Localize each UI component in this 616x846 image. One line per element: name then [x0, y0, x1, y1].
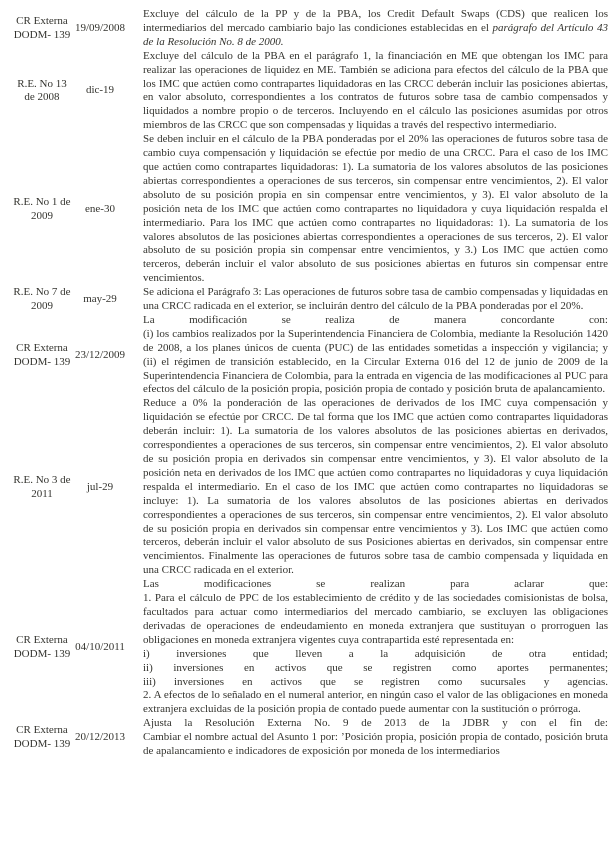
regulation-ref-cell — [8, 8, 76, 50]
regulation-ref-cell — [8, 50, 76, 133]
table-row — [8, 717, 608, 759]
text-run: iii) inversiones en activos que se registren como sucursales y agencias. — [143, 675, 608, 688]
description-paragraph — [143, 286, 608, 314]
description-paragraph — [143, 50, 608, 133]
text-run: Se deben incluir en el cálculo de la PBA ponderadas por el 20% las operaciones de futuros sobre tasa de cambio cuya compensación y liquidación se efectúe por medio de una CRCC. Para el caso de los IMC que actúen como contrapartes liquidadoras: 1). La sumatoria de los valores absolutos de las posiciones abiertas correspondientes a operaciones de sus terceros, sin compensar entre vencimientos, 2). El valor absoluto de su posición propia en sin compensar entre vencimientos, y 3). El valor absoluto de la posición neta de los IMC que actúen como contrapartes no liquidadora y cuya liquidación respalda el intermediario. Para los IMC que actúen como contrapartes no liquidadoras: 1). La sumatoria de los valores absolutos de las posiciones abiertas correspondientes a operaciones de sus terceros, 2). El valor absoluto de su posición propia sin compensar entre vencimientos, y 3.) Los IMC que actúen como terceros, deberán incluir el valor absoluto de sus posiciones abiertas en futuros sin compensar entre vencimientos. — [143, 133, 608, 285]
text-run: Excluye del cálculo de la PBA en el parágrafo 1, la financiación en ME que obtengan los IMC para realizar las operaciones de liquidez en ME. También se adiciona para efectos del cálculo de la PBA que los IMC que actúen como contrapartes liquidadoras en las CRCC deberán incluir las posiciones abiertas, en valor absoluto, correspondientes a los contratos de futuros sobre tasa de cambio compensados y liquidados a nombre propio o de terceros. Incluyendo en el cálculo las posiciones asumidas por otros miembros de las CRCC que son compensadas y liquidas a través del respectivo intermediario. — [143, 49, 608, 132]
regulation-ref-line: DODM- 139 — [13, 355, 71, 368]
text-run: Se adiciona el Parágrafo 3: Las operaciones de futuros sobre tasa de cambio compensadas y liquidadas en una CRCC radicada en el exterior, se incluirán dentro del cálculo de la PBA ponderadas por el 20%. — [143, 286, 608, 313]
modification-date-cell: 23/12/2009 — [74, 348, 126, 361]
description-paragraph — [143, 717, 608, 731]
description-paragraph — [143, 314, 608, 328]
regulation-ref-line: 2011 — [31, 487, 53, 500]
description-paragraph — [143, 328, 608, 356]
text-run: (i) los cambios realizados por la Superintendencia Financiera de Colombia, mediante la Resolución 1420 de 2008, a los planes únicos de cuenta (PUC) de las entidades sometidas a inspección y vigilancia; y — [143, 327, 608, 354]
regulation-ref-cell — [8, 397, 76, 578]
regulation-ref-cell — [8, 133, 76, 286]
description-cell — [124, 397, 608, 578]
italic-text-run: parágrafo del Artículo 43 de la Resolución No. 8 de 2000. — [143, 21, 608, 48]
text-run: La modificación se realiza de manera concordante con: — [143, 313, 608, 326]
text-run: Reduce a 0% la ponderación de las operaciones de derivados de los IMC cuya compensación y liquidación se efectúe por CRCC. De tal forma que los IMC que actúen como contrapartes liquidadoras deberán incluir: 1). La sumatoria de los valores absolutos de las posiciones abiertas en derivados, correspondientes a operaciones de sus terceros, sin compensar entre vencimientos, 2). El valor absoluto de su posición propia en derivados sin compensar entre vencimientos, y 3). El valor absoluto de la posición neta en derivados de los IMC que actúen como contrapartes no liquidadoras y cuya liquidación respalda el intermediario. En el caso de los IMC que actúen como contrapartes no liquidadoras se incluye: 1). La sumatoria de los valores absolutos de las posiciones abiertas en derivados correspondientes a operaciones de sus terceros, sin compensar entre vencimientos, 2). El valor absoluto de su posición propia en derivados sin compensar entre vencimientos y 3). Los IMC que actúen como terceros, deberán incluir el valor absoluto de sus Posiciones abiertas en derivados, sin compensar entre vencimientos. Finalmente las operaciones de futuros sobre tasa de cambio compensada y liquidada en una CRCC radicada en el exterior. — [143, 397, 608, 577]
description-cell — [124, 286, 608, 314]
description-cell — [124, 50, 608, 133]
regulation-ref-line: CR Externa — [16, 724, 68, 737]
regulation-ref-line: de 2008 — [24, 91, 60, 104]
text-run: Cambiar el nombre actual del Asunto 1 por: ’Posición propia, posición propia de contado, posición bruta de apalancamiento e indicadores de exposición por moneda de los intermediarios — [143, 731, 608, 758]
regulation-ref-line: DODM- 139 — [13, 647, 71, 660]
description-paragraph — [143, 731, 608, 759]
table-row — [8, 8, 608, 50]
text-run: 2. A efectos de lo señalado en el numeral anterior, en ningún caso el valor de las obligaciones en moneda extranjera excluidas de la posición propia de contado puede aumentar con la sustitución o prórroga. — [143, 689, 608, 716]
text-run: 1. Para el cálculo de PPC de los establecimiento de crédito y de las sociedades comisionistas de bolsa, facultados para actuar como intermediarios del mercado cambiario, se excluyen las obligaciones derivadas de operaciones de endeudamiento en moneda extranjera que sustituyan o prorroguen las obligaciones en moneda extranjera vigentes cuya contrapartida esté representada en: — [143, 592, 608, 646]
modification-date-cell: 04/10/2011 — [75, 640, 125, 653]
description-paragraph — [143, 592, 608, 648]
regulation-ref-cell — [8, 717, 76, 759]
regulation-ref-line: 2009 — [31, 209, 53, 222]
description-paragraph — [143, 8, 608, 50]
table-row — [8, 314, 608, 397]
description-cell — [124, 133, 608, 286]
description-paragraph — [143, 578, 608, 592]
description-paragraph — [143, 648, 608, 662]
regulation-ref-line: CR Externa — [16, 14, 68, 27]
modification-date-cell: jul-29 — [86, 480, 114, 493]
regulation-ref-line: DODM- 139 — [13, 738, 71, 751]
regulation-ref-cell — [8, 314, 76, 397]
modification-date-cell: ene-30 — [85, 202, 115, 215]
modification-date-cell: dic-19 — [85, 84, 115, 97]
table-row — [8, 133, 608, 286]
table-row — [8, 397, 608, 578]
description-cell — [124, 578, 608, 717]
regulation-ref-line: R.E. No 7 de — [13, 286, 71, 299]
regulation-ref-line: R.E. No 1 de — [13, 195, 71, 208]
description-paragraph — [143, 133, 608, 286]
modification-date-cell: may-29 — [83, 293, 117, 306]
description-cell — [124, 8, 608, 50]
description-paragraph — [143, 356, 608, 398]
description-paragraph — [143, 397, 608, 578]
description-paragraph — [143, 689, 608, 717]
regulation-ref-line: CR Externa — [16, 341, 68, 354]
regulation-ref-cell — [8, 286, 76, 314]
regulation-history-table — [8, 8, 608, 759]
text-run: ii) inversiones en activos que se registren como aportes permanentes; — [143, 661, 608, 674]
regulation-ref-line: R.E. No 3 de — [13, 473, 71, 486]
description-paragraph — [143, 676, 608, 690]
regulation-ref-line: DODM- 139 — [13, 28, 71, 41]
text-run: Las modificaciones se realizan para aclarar que: — [143, 578, 608, 591]
description-paragraph — [143, 662, 608, 676]
table-row — [8, 50, 608, 133]
text-run: (ii) el régimen de transición establecido, en la Circular Externa 016 del 12 de junio de 2009 de la Superintendencia Financiera de Colombia, para la entrada en vigencia de las modificaciones al PUC para efectos del cálculo de la posición propia, posición propia de contado y posición bruta de apalancamiento. — [143, 355, 608, 396]
modification-date-cell: 19/09/2008 — [74, 21, 126, 34]
description-cell — [124, 314, 608, 397]
description-cell — [124, 717, 608, 759]
text-run: Excluye del cálculo de la PP y de la PBA, los Credit Default Swaps (CDS) que realicen los intermediarios del mercado cambiario bajo las condiciones establecidas en el — [143, 8, 608, 34]
regulation-ref-cell — [8, 578, 76, 717]
regulation-ref-line: CR Externa — [16, 633, 68, 646]
modification-date-cell: 20/12/2013 — [74, 731, 126, 744]
text-run: Ajusta la Resolución Externa No. 9 de 2013 de la JDBR y con el fin de: — [143, 717, 608, 730]
text-run: i) inversiones que lleven a la adquisición de otra entidad; — [143, 647, 608, 660]
regulation-ref-line: 2009 — [31, 300, 53, 313]
table-row — [8, 578, 608, 717]
regulation-ref-line: R.E. No 13 — [17, 77, 67, 90]
table-row — [8, 286, 608, 314]
